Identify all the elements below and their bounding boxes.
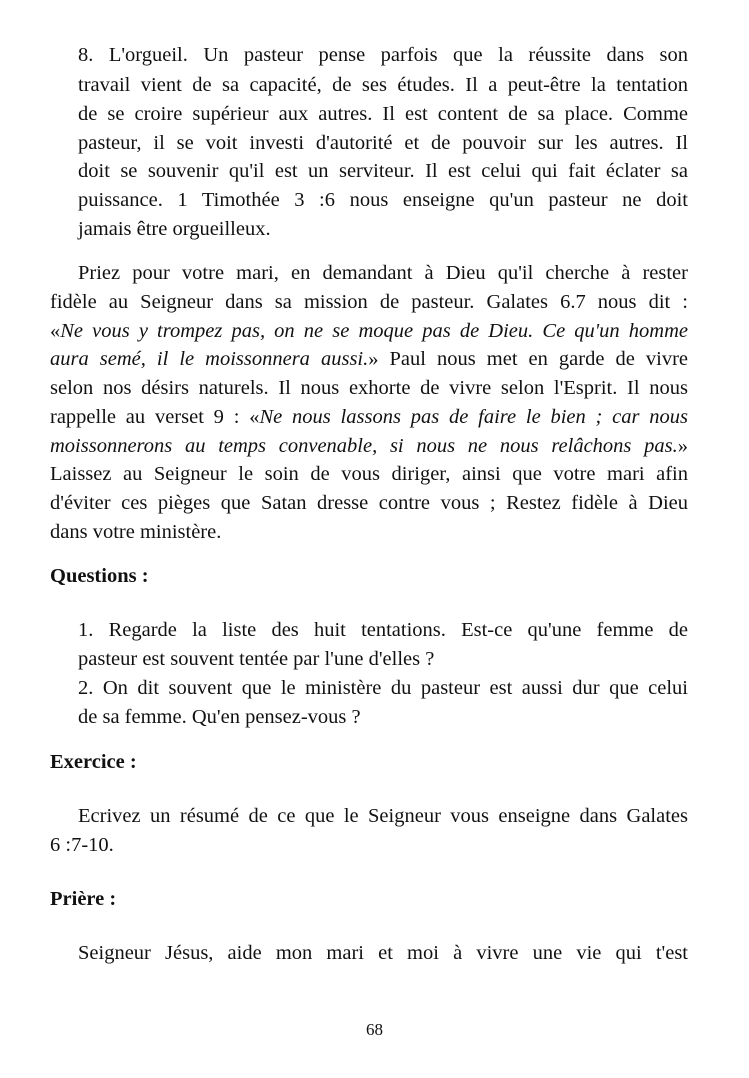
text-segment: travail vient de sa capacité, de ses études. Il a peut-être la tentation	[78, 74, 688, 96]
item-8-pride-line	[78, 217, 271, 241]
text-segment: d'éviter ces pièges que Satan dresse contre vous ; Restez fidèle à Dieu	[50, 492, 688, 514]
text-segment: Priez pour votre mari, en demandant à Dieu qu'il cherche à rester	[78, 262, 688, 284]
paragraph-pray-line	[50, 520, 221, 544]
item-8-pride-line	[78, 159, 688, 183]
text-segment: de se croire supérieur aux autres. Il est content de sa place. Comme	[78, 103, 688, 125]
paragraph-pray-line	[50, 434, 688, 458]
paragraph-pray-line	[50, 405, 688, 429]
paragraph-pray-line	[78, 261, 688, 285]
exercise-text-line	[50, 833, 114, 857]
paragraph-pray-line	[50, 319, 688, 343]
text-segment: selon nos désirs naturels. Il nous exhorte de vivre selon l'Esprit. Il nous	[50, 377, 688, 399]
text-segment: » Paul nous met en garde de vivre	[368, 348, 688, 370]
heading-prayer: Prière :	[50, 888, 117, 910]
text-segment: fidèle au Seigneur dans sa mission de pasteur. Galates 6.7 nous dit :	[50, 291, 688, 313]
text-segment: puissance. 1 Timothée 3 :6 nous enseigne qu'un pasteur ne doit	[78, 189, 688, 211]
italic-quote-text: aura semé, il le moissonnera aussi.	[50, 348, 369, 370]
question-2-line	[78, 705, 361, 729]
text-segment: doit se souvenir qu'il est un serviteur. Il est celui qui fait éclater sa	[78, 160, 688, 182]
item-8-pride-line	[78, 131, 688, 155]
exercise-text-line	[78, 804, 688, 828]
prayer-text-line	[78, 941, 688, 965]
paragraph-pray-line	[50, 376, 688, 400]
text-segment: Laissez au Seigneur le soin de vous diriger, ainsi que votre mari afin	[50, 463, 688, 485]
italic-quote-text: Ne vous y trompez pas, on ne se moque pas de Dieu. Ce qu'un homme	[60, 320, 688, 342]
item-8-pride-line	[78, 188, 688, 212]
text-segment: jamais être orgueilleux.	[78, 218, 271, 240]
text-segment: »	[677, 435, 688, 457]
text-segment: 1. Regarde la liste des huit tentations. Est-ce qu'une femme de	[78, 619, 688, 641]
text-segment: Ecrivez un résumé de ce que le Seigneur vous enseigne dans Galates	[78, 805, 688, 827]
text-segment: «	[50, 320, 61, 342]
heading-questions: Questions :	[50, 565, 149, 587]
paragraph-pray-line	[50, 290, 688, 314]
italic-quote-text: Ne nous lassons pas de faire le bien ; car nous	[259, 406, 688, 428]
page-number: 68	[366, 1020, 383, 1039]
text-segment: 8. L'orgueil. Un pasteur pense parfois que la réussite dans son	[78, 44, 688, 66]
question-2-line	[78, 676, 688, 700]
text-segment: dans votre ministère.	[50, 521, 222, 543]
question-1-line	[78, 647, 434, 671]
text-segment: pasteur, il se voit investi d'autorité et de pouvoir sur les autres. Il	[78, 132, 688, 154]
question-1-line	[78, 618, 688, 642]
text-segment: 2. On dit souvent que le ministère du pasteur est aussi dur que celui	[78, 677, 688, 699]
item-8-pride-line	[78, 73, 688, 97]
item-8-pride-line	[78, 102, 688, 126]
paragraph-pray-line	[50, 462, 688, 486]
heading-exercise: Exercice :	[50, 751, 137, 773]
item-8-pride-line	[78, 43, 688, 67]
italic-quote-text: moissonnerons au temps convenable, si nous ne nous relâchons pas.	[50, 435, 678, 457]
text-segment: de sa femme. Qu'en pensez-vous ?	[78, 706, 361, 728]
text-segment: Seigneur Jésus, aide mon mari et moi à vivre une vie qui t'est	[78, 942, 688, 964]
text-segment: pasteur est souvent tentée par l'une d'elles ?	[78, 648, 435, 670]
text-segment: rappelle au verset 9 : «	[50, 406, 260, 428]
paragraph-pray-line	[50, 491, 688, 515]
paragraph-pray-line	[50, 347, 688, 371]
text-segment: 6 :7-10.	[50, 834, 114, 856]
